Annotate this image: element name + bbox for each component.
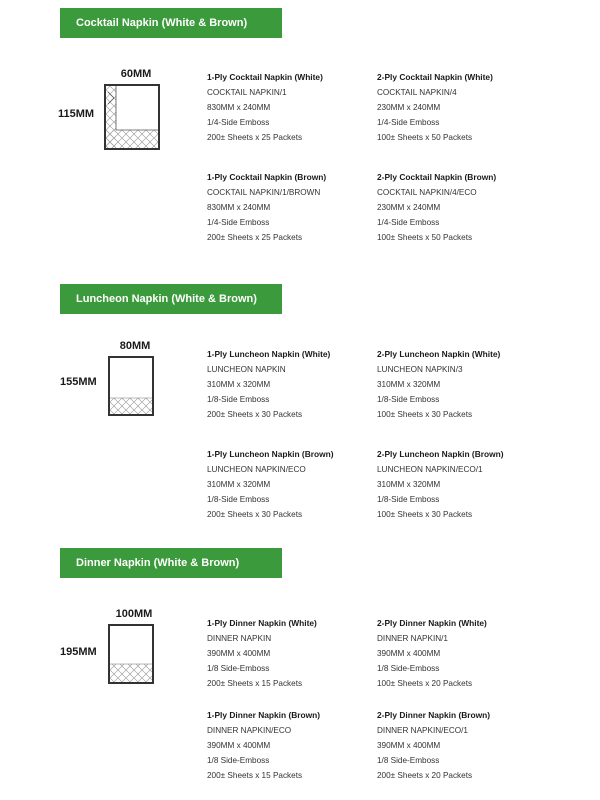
napkin-width-label: 80MM xyxy=(119,340,151,352)
product-title: 2-Ply Cocktail Napkin (Brown) xyxy=(377,172,497,182)
product-card xyxy=(377,708,547,783)
product-code: COCKTAIL NAPKIN/1 xyxy=(207,88,287,97)
section-banner: Luncheon Napkin (White & Brown) xyxy=(60,284,282,314)
section-banner: Dinner Napkin (White & Brown) xyxy=(60,548,282,578)
product-emboss: 1/4-Side Emboss xyxy=(207,118,270,127)
product-code: COCKTAIL NAPKIN/4/ECO xyxy=(377,188,477,197)
product-code: DINNER NAPKIN/1 xyxy=(377,634,448,643)
product-code: LUNCHEON NAPKIN/3 xyxy=(377,365,463,374)
product-card xyxy=(207,70,377,145)
product-card xyxy=(377,70,547,145)
product-size: 230MM x 240MM xyxy=(377,203,441,212)
product-card xyxy=(207,447,377,522)
product-title: 2-Ply Dinner Napkin (White) xyxy=(377,618,487,628)
product-card xyxy=(377,347,547,422)
product-packing: 200± Sheets x 15 Packets xyxy=(207,771,303,780)
product-title: 2-Ply Luncheon Napkin (White) xyxy=(377,349,501,359)
product-code: DINNER NAPKIN/ECO/1 xyxy=(377,726,468,735)
product-code: LUNCHEON NAPKIN xyxy=(207,365,286,374)
product-size: 390MM x 400MM xyxy=(207,649,271,658)
product-card xyxy=(207,708,377,783)
product-size: 390MM x 400MM xyxy=(377,741,441,750)
napkin-height-label: 195MM xyxy=(60,646,97,658)
product-size: 310MM x 320MM xyxy=(207,480,271,489)
product-packing: 200± Sheets x 30 Packets xyxy=(207,410,303,419)
product-size: 230MM x 240MM xyxy=(377,103,441,112)
napkin-width-label: 60MM xyxy=(120,68,152,80)
product-packing: 100± Sheets x 50 Packets xyxy=(377,133,473,142)
product-size: 310MM x 320MM xyxy=(377,480,441,489)
napkin-size-diagram xyxy=(58,608,178,688)
product-code: COCKTAIL NAPKIN/1/BROWN xyxy=(207,188,321,197)
product-card xyxy=(207,616,377,691)
product-title: 1-Ply Luncheon Napkin (White) xyxy=(207,349,331,359)
product-emboss: 1/8 Side-Emboss xyxy=(377,664,440,673)
product-packing: 200± Sheets x 15 Packets xyxy=(207,679,303,688)
napkin-width-label: 100MM xyxy=(115,608,153,620)
product-emboss: 1/8-Side Emboss xyxy=(377,495,440,504)
napkin-size-diagram xyxy=(58,68,178,148)
product-title: 2-Ply Dinner Napkin (Brown) xyxy=(377,710,491,720)
product-code: LUNCHEON NAPKIN/ECO/1 xyxy=(377,465,483,474)
product-packing: 200± Sheets x 25 Packets xyxy=(207,233,303,242)
product-title: 1-Ply Dinner Napkin (White) xyxy=(207,618,317,628)
product-emboss: 1/4-Side Emboss xyxy=(377,218,440,227)
product-packing: 100± Sheets x 20 Packets xyxy=(377,679,473,688)
product-code: LUNCHEON NAPKIN/ECO xyxy=(207,465,306,474)
product-size: 310MM x 320MM xyxy=(377,380,441,389)
napkin-height-label: 155MM xyxy=(60,376,97,388)
product-title: 2-Ply Cocktail Napkin (White) xyxy=(377,72,493,82)
product-code: COCKTAIL NAPKIN/4 xyxy=(377,88,457,97)
product-packing: 100± Sheets x 30 Packets xyxy=(377,410,473,419)
product-emboss: 1/8-Side Emboss xyxy=(207,395,270,404)
product-title: 1-Ply Cocktail Napkin (Brown) xyxy=(207,172,327,182)
product-card xyxy=(377,616,547,691)
napkin-height-label: 115MM xyxy=(58,108,95,120)
product-emboss: 1/8 Side-Emboss xyxy=(207,664,270,673)
product-emboss: 1/8 Side-Emboss xyxy=(207,756,270,765)
product-size: 390MM x 400MM xyxy=(207,741,271,750)
product-size: 390MM x 400MM xyxy=(377,649,441,658)
product-size: 830MM x 240MM xyxy=(207,103,271,112)
napkin-size-diagram xyxy=(58,340,178,420)
product-title: 1-Ply Luncheon Napkin (Brown) xyxy=(207,449,334,459)
product-packing: 200± Sheets x 25 Packets xyxy=(207,133,303,142)
product-card xyxy=(377,170,547,245)
product-code: DINNER NAPKIN xyxy=(207,634,272,643)
product-size: 830MM x 240MM xyxy=(207,203,271,212)
section-banner: Cocktail Napkin (White & Brown) xyxy=(60,8,282,38)
product-code: DINNER NAPKIN/ECO xyxy=(207,726,292,735)
folded-napkin-illustration xyxy=(104,84,160,150)
product-packing: 200± Sheets x 30 Packets xyxy=(207,510,303,519)
product-size: 310MM x 320MM xyxy=(207,380,271,389)
product-emboss: 1/8-Side Emboss xyxy=(207,495,270,504)
folded-napkin-illustration xyxy=(108,356,154,416)
product-packing: 200± Sheets x 20 Packets xyxy=(377,771,473,780)
folded-napkin-illustration xyxy=(108,624,154,684)
product-packing: 100± Sheets x 50 Packets xyxy=(377,233,473,242)
product-title: 1-Ply Dinner Napkin (Brown) xyxy=(207,710,321,720)
product-emboss: 1/8-Side Emboss xyxy=(377,395,440,404)
product-emboss: 1/4-Side Emboss xyxy=(377,118,440,127)
product-card xyxy=(377,447,547,522)
product-card xyxy=(207,347,377,422)
product-title: 2-Ply Luncheon Napkin (Brown) xyxy=(377,449,504,459)
product-emboss: 1/4-Side Emboss xyxy=(207,218,270,227)
product-packing: 100± Sheets x 30 Packets xyxy=(377,510,473,519)
product-title: 1-Ply Cocktail Napkin (White) xyxy=(207,72,323,82)
product-emboss: 1/8 Side-Emboss xyxy=(377,756,440,765)
product-card xyxy=(207,170,377,245)
